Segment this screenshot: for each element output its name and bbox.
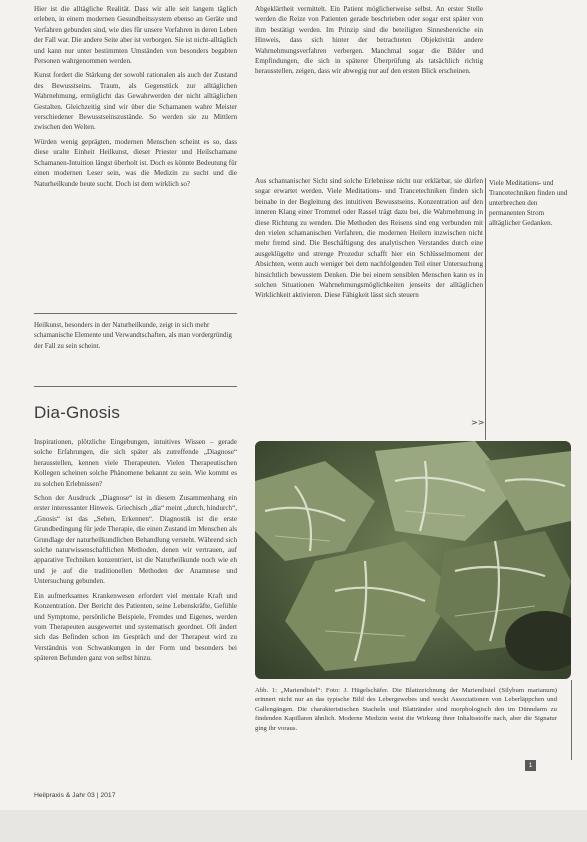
page-bottom-band [0, 810, 587, 842]
column-right-mid [255, 176, 483, 305]
continue-arrow-icon: >> [471, 418, 485, 427]
column-left-bottom [34, 437, 237, 668]
paragraph: Würden wenig geprägten, modernen Menschen scheint es so, dass diese uralte Einheit Heilkunst, dieser Priester und Heilschamane Schamanen-Intuition längst überholt ist. Doch es könnte Bedeutung für einen modernen Leser sein, was die Medizin zu sucht und die Naturheilkunde heute sucht. Doch ist dem wirklich so? [34, 137, 237, 188]
paragraph: Inspirationen, plötzliche Eingebungen, intuitives Wissen – gerade solche Erfahrungen, die sich später als zutreffende „Diagnose“ herausstellen, kennen viele Therapeuten. Vielen Therapeutischen Kollegen scheinen solche Phänomene bekannt zu sein. Wie kommt es zu solchen Erlebnissen? [34, 438, 237, 488]
caption-rule [571, 680, 572, 760]
paragraph: Hier ist die alltägliche Realität. Dass wir alle seit langem täglich erleben, in einem modernen Gesundheitssystem ebenso an Geräte und Verfahren gebunden sind, wie dies für unsere Vorfahren in deren Leben der Fall war. Die andere Seite aber ist verborgen. Sie ist nicht-alltäglich und kann nur unter bestimmten Umständen von besonders begabten Personen wahrgenommen werden. [34, 5, 237, 66]
footer-text: Heilpraxis & Jahr 03 | 2017 [34, 792, 116, 799]
sidebar-rule [485, 178, 486, 440]
paragraph: Schon der Ausdruck „Diagnose“ ist in diesem Zusammenhang ein erster interessanter Hinweis. Griechisch „dia“ meint „durch, hindurch“, „Gnosis“ ist das „Sehen, Erkennen“. Diagnostik ist die erste Grundbedingung für jede Therapie, die einen Zustand im Menschen als Grundlage der naturheilkundlichen Behandlung versteht. Während sich solche naturwissenschaftlichen Methoden, denen wir vertrauen, auf apparative Techniken konzentriert, ist die Naturheilkunde noch wie eh und je auf die traditionellen Methoden der Anamnese und Untersuchung gebunden. [34, 494, 237, 586]
divider-bottom [34, 386, 237, 387]
leaf-photo [255, 441, 571, 679]
paragraph: Ein aufmerksames Krankenwesen erfordert viel mentale Kraft und Konzentration. Der Bericht des Patienten, seine Lebenskräfte, Gefühle und Symptome, persönliche Beispiele, Fremdes und Eigenes, werden vom Therapeuten ausgewertet und systematisch geordnet. Oft ändert sich das Befinden schon im Gespräch und der Therapeut wird zu Verständnis von Schwankungen in der Form und besonders bei späteren Befunden ganz von selbst hinzu. [34, 591, 237, 663]
leaf-illustration [255, 441, 571, 679]
divider-top [34, 313, 237, 314]
paragraph: Aus schamanischer Sicht sind solche Erlebnisse nicht nur erklärbar, sie dürfen sogar erwartet werden. Viele Meditations- und Trancetechniken finden sich beinahe in der Begleitung des intuitiven Bewusstseins. Konzentration auf den inneren Klang einer Trommel oder Rassel trägt dazu bei, die Wahrnehmung in diese Richtung zu wenden. Die Methoden des Reisens sind eng verbunden mit den vielen schamanischen Verfahren, die modernen Heilern inzwischen nicht mehr fremd sind. Die Beschäftigung des analytischen Verstandes durch eine ausgeklügelte und strenge Prozedur schafft hier ein Schlüsselmoment der Absichten, wenn auch weniger bei dem nachfolgenden Teil einer Untersuchung hinsichtlich bewusstem Denken. Die bei einem sensiblen Menschen kann es in solchen Situationen Wahrnehmungsmöglichkeiten jenseits der alltäglichen Wirklichkeit aktivieren. Diese Fähigkeit lässt sich steuern [255, 177, 483, 300]
paragraph: Kunst fordert die Stärkung der sowohl rationalen als auch der Zustand des Bewusstseins. Traum, als Gegenstück zur alltäglichen Wahrnehmung, ermöglicht das Gewahrwerden der nicht alltäglichen Gestalten. Gleichzeitig sind wir über die Schamanen wahre Meister verschiedener Bewusstseinszustände. So werden sie zu Mittlern zwischen den Welten. [34, 71, 237, 132]
paragraph: Abgeklärtheit vermittelt. Ein Patient möglicherweise selbst. An erster Stelle werden die Reize von Patienten gerade beschrieben oder sogar erst später von ihm bestätigt werden. Im Prinzip sind die beteiligten Sinnesbereiche ein Hinweis, dass sich hinter der betrachteten Objektivität andere Wahrnehmungsverfahren verbergen. Manchmal sogar die Bilder und Empfindungen, die sich in späterer Überprüfung als tatsächlich richtig herausstellen, zeigen, dass wir abwegig nur auf den ersten Blick erscheinen. [255, 5, 483, 76]
column-left-top [34, 4, 237, 193]
page-number: 1 [525, 760, 536, 771]
section-heading: Dia-Gnosis [34, 403, 121, 422]
sidebar-quote: Viele Meditations- und Trancetechniken finden und unterbrechen den permanenten Strom alltäglicher Gedanken. [489, 179, 568, 227]
pull-quote: Heilkunst, besonders in der Naturheilkunde, zeigt in sich mehr schamanische Elemente und Verwandtschaften, als man vordergründig der Fall zu sein scheint. [34, 321, 232, 350]
column-right-top [255, 4, 483, 81]
figure-caption: Abb. 1: „Mariendistel“: Foto: J. Hügelschäfer. Die Blattzeichnung der Mariendistel (Silybum marianum) erinnert nicht nur an das typische Bild des Lebergewebes und weckt Assoziationen von Leberläppchen und Gallengängen. Die charakteristischen Stacheln und Blattränder sind morphologisch den im Dünndarm zu findenden Kapillaren ähnlich. Moderne Medizin weist die Wirkung ihrer Inhaltsstoffe nach, aber die Signatur ging ihr voraus. [255, 687, 557, 732]
